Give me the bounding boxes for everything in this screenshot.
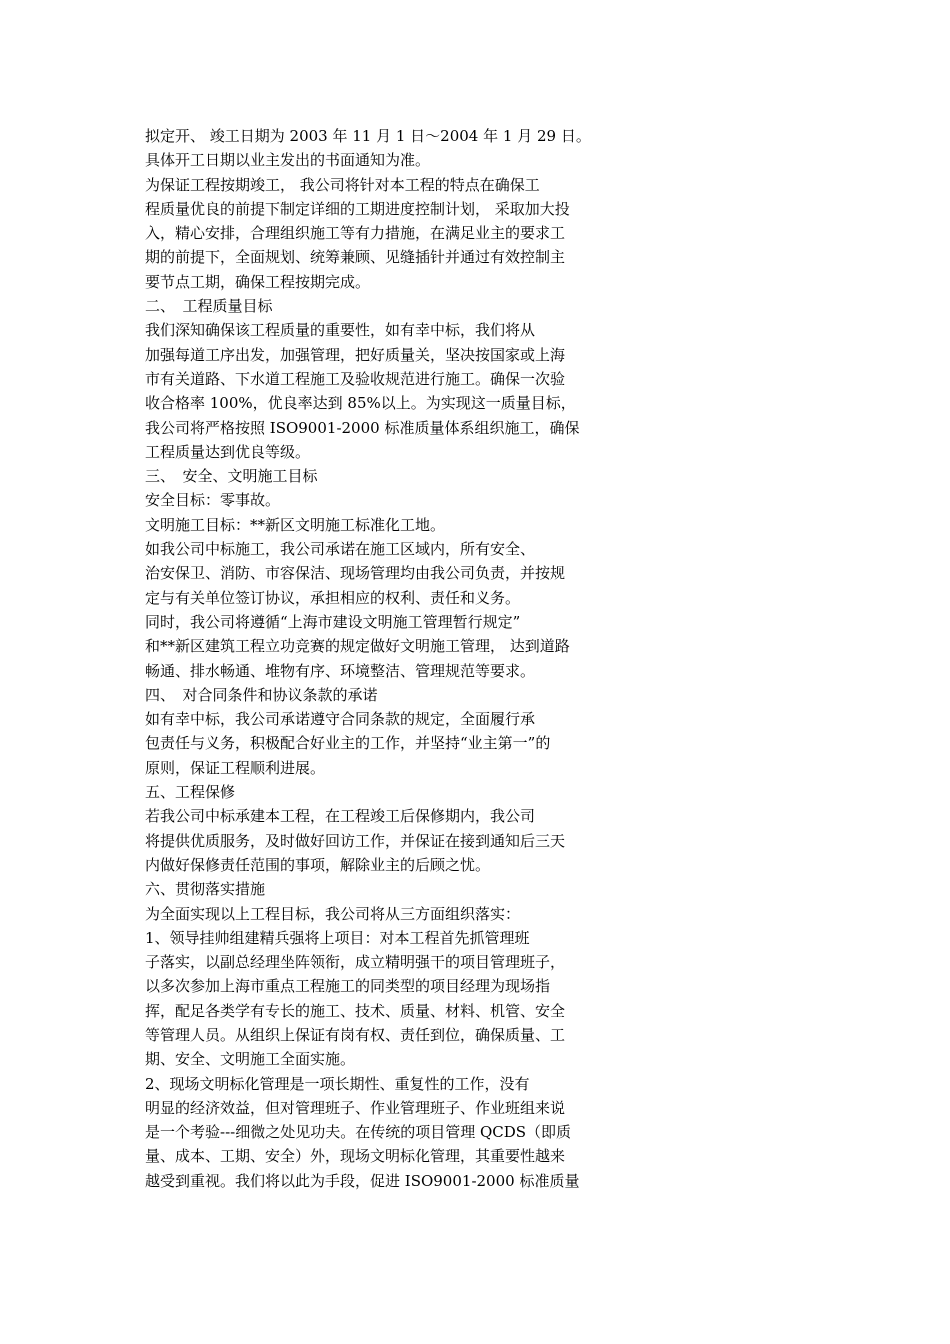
text-line: 2、现场文明标化管理是一项长期性、重复性的工作，没有: [145, 1074, 530, 1093]
section-heading: 二、 工程质量目标: [145, 297, 273, 316]
text-line: 加强每道工序出发，加强管理，把好质量关，坚决按国家或上海: [145, 345, 566, 364]
text-line: 等管理人员。从组织上保证有岗有权、责任到位，确保质量、工: [145, 1025, 566, 1044]
text-line: 期、安全、文明施工全面实施。: [145, 1050, 356, 1069]
text-line: 定与有关单位签订协议，承担相应的权利、责任和义务。: [145, 588, 521, 607]
text-line: 文明施工目标：**新区文明施工标准化工地。: [145, 515, 446, 534]
text-line: 明显的经济效益，但对管理班子、作业管理班子、作业班组来说: [145, 1098, 566, 1117]
text-line: 为全面实现以上工程目标，我公司将从三方面组织落实：: [145, 904, 521, 923]
text-line: 畅通、排水畅通、堆物有序、环境整洁、管理规范等要求。: [145, 661, 536, 680]
text-line: 工程质量达到优良等级。: [145, 442, 311, 461]
text-line: 同时，我公司将遵循“上海市建设文明施工管理暂行规定”: [145, 612, 521, 631]
text-line: 安全目标：零事故。: [145, 491, 281, 510]
section-heading: 四、 对合同条件和协议条款的承诺: [145, 685, 378, 704]
text-line: 原则，保证工程顺利进展。: [145, 758, 326, 777]
text-line: 具体开工日期以业主发出的书面通知为准。: [145, 151, 431, 170]
text-line: 拟定开、 竣工日期为 2003 年 11 月 1 日～2004 年 1 月 29 日。: [145, 127, 591, 145]
text-line: 包责任与义务，积极配合好业主的工作，并坚持“业主第一”的: [145, 734, 551, 753]
text-line: 如我公司中标施工，我公司承诺在施工区域内，所有安全、: [145, 540, 536, 559]
text-line: 入，精心安排，合理组织施工等有力措施，在满足业主的要求工: [145, 224, 566, 243]
text-line: 若我公司中标承建本工程，在工程竣工后保修期内，我公司: [145, 807, 536, 826]
document-page: [145, 124, 635, 1193]
text-line: 收合格率 100%，优良率达到 85%以上。为实现这一质量目标，: [145, 394, 576, 413]
section-heading: 五、工程保修: [145, 783, 236, 802]
text-line: 要节点工期，确保工程按期完成。: [145, 272, 371, 291]
text-line: 以多次参加上海市重点工程施工的同类型的项目经理为现场指: [145, 977, 551, 996]
text-line: 市有关道路、下水道工程施工及验收规范进行施工。确保一次验: [145, 369, 566, 388]
section-heading: 三、 安全、文明施工目标: [145, 467, 318, 486]
text-line: 将提供优质服务，及时做好回访工作，并保证在接到通知后三天: [145, 831, 566, 850]
text-line: 如有幸中标，我公司承诺遵守合同条款的规定，全面履行承: [145, 710, 536, 729]
section-heading: 六、贯彻落实措施: [145, 880, 266, 899]
text-line: 为保证工程按期竣工， 我公司将针对本工程的特点在确保工: [145, 175, 540, 194]
text-line: 治安保卫、消防、市容保洁、现场管理均由我公司负责，并按规: [145, 564, 566, 583]
text-line: 是一个考验---细微之处见功夫。在传统的项目管理 QCDS（即质: [145, 1123, 572, 1142]
text-line: 程质量优良的前提下制定详细的工期进度控制计划， 采取加大投: [145, 199, 570, 218]
text-line: 子落实，以副总经理坐阵领衔，成立精明强干的项目管理班子，: [145, 953, 566, 972]
text-line: 我公司将严格按照 ISO9001-2000 标准质量体系组织施工，确保: [145, 418, 580, 437]
text-line: 内做好保修责任范围的事项，解除业主的后顾之忧。: [145, 855, 491, 874]
text-line: 量、成本、工期、安全）外，现场文明标化管理，其重要性越来: [145, 1147, 566, 1166]
text-line: 我们深知确保该工程质量的重要性，如有幸中标，我们将从: [145, 321, 536, 340]
text-line: 越受到重视。我们将以此为手段，促进 ISO9001-2000 标准质量: [145, 1171, 580, 1190]
text-line: 挥，配足各类学有专长的施工、技术、质量、材料、机管、安全: [145, 1001, 566, 1020]
text-line: 1、领导挂帅组建精兵强将上项目：对本工程首先抓管理班: [145, 928, 530, 947]
text-line: 和**新区建筑工程立功竞赛的规定做好文明施工管理， 达到道路: [145, 637, 570, 656]
text-line: 期的前提下，全面规划、统筹兼顾、见缝插针并通过有效控制主: [145, 248, 566, 267]
